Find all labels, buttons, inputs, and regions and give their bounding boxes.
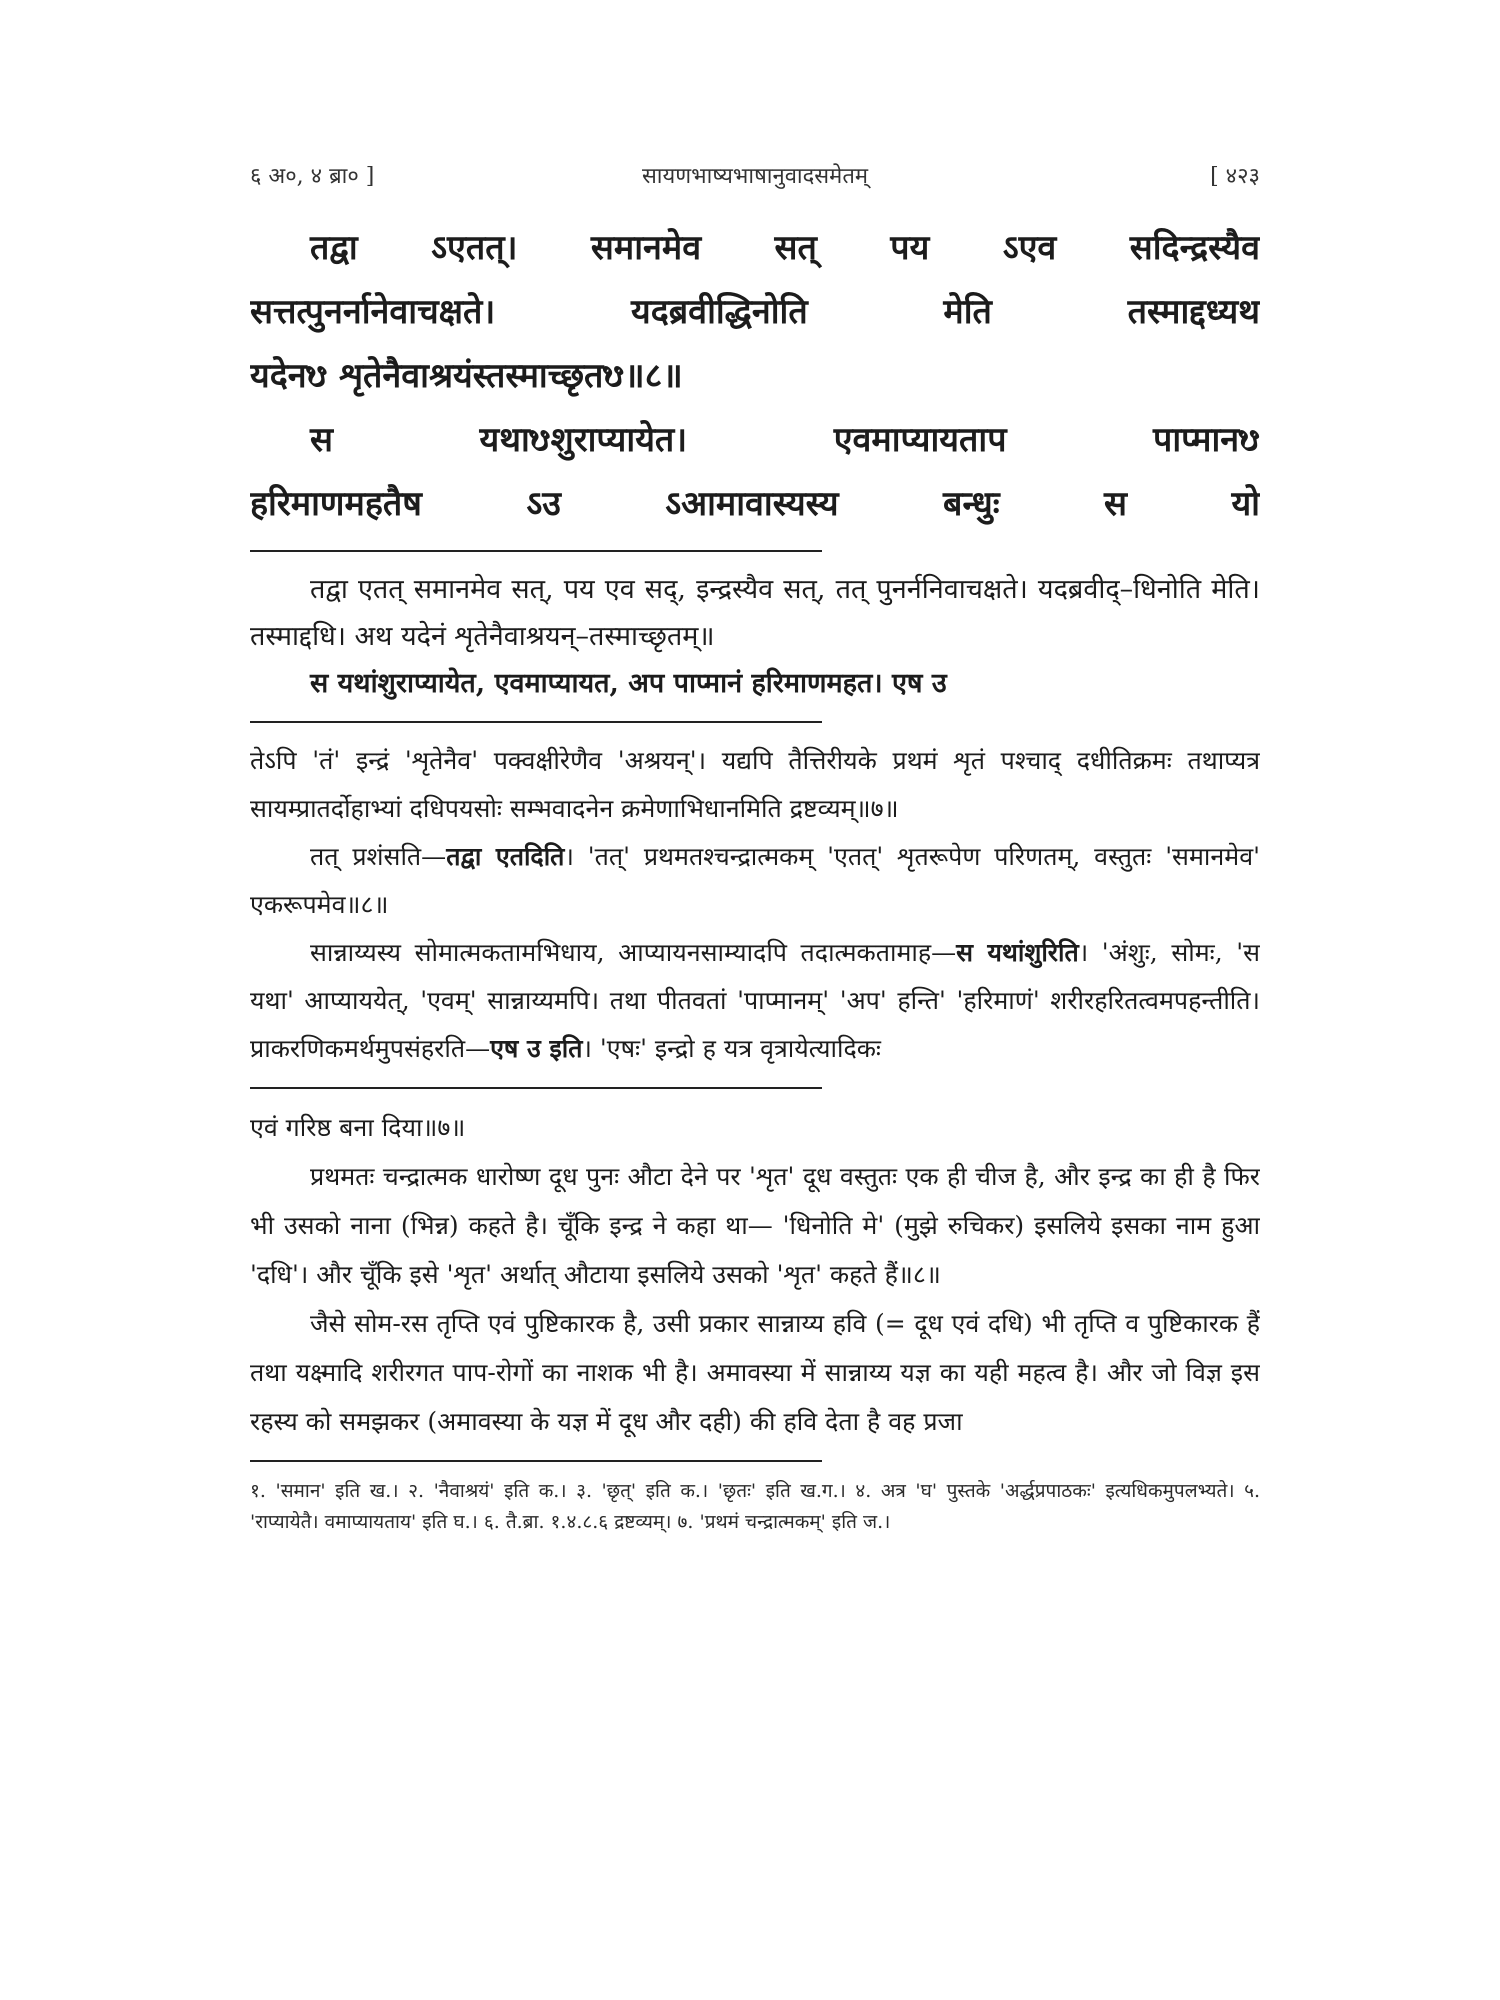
bhashya-text: सान्नाय्यस्य सोमात्मकतामभिधाय, आप्यायनसाम्यादपि तदात्मकतामाह— — [310, 938, 957, 967]
bhashya-text: तत् प्रशंसति— — [310, 842, 447, 871]
bhashya-pratika: स यथांशुरिति — [956, 938, 1079, 967]
padapatha-para-2: स यथांशुराप्यायेत, एवमाप्यायत, अप पाप्मानं हरिमाणमहत। एष उ — [310, 668, 947, 699]
section-divider-3 — [250, 1087, 822, 1089]
bhashya-para-1: तेऽपि 'तं' इन्द्रं 'शृतेनैव' पक्वक्षीरेणैव 'अश्रयन्'। यद्यपि तैत्तिरीयके प्रथमं शृतं पश्चाद् दधीतिक्रमः तथाप्यत्र सायम्प्रातर्दोहाभ्यां दधिपयसोः सम्भवादनेन क्रमेणाभिधानमिति द्रष्टव्यम्॥७॥ — [250, 746, 1260, 823]
section-divider-2 — [250, 721, 822, 723]
bhashya-para-3 — [250, 929, 1260, 1073]
bhashya-text: । 'तत्' प्रथमतश्चन्द्रात्मकम् 'एतत्' शृतरूपेण परिणतम्, वस्तुतः 'समानमेव' एकरूपमेव॥८॥ — [250, 842, 1260, 919]
header-page-number: [ ४२३ — [1210, 164, 1260, 189]
hindi-translation-block — [250, 1103, 1260, 1446]
bhashya-pratika: एष उ इति — [490, 1034, 583, 1063]
footnotes-text: १. 'समान' इति ख.। २. 'नैवाश्रयं' इति क.। ३. 'छृत्' इति क.। 'छृतः' इति ख.ग.। ४. अत्र 'घ' पुस्तके 'अर्द्धप्रपाठकः' इत्यधिकमुपलभ्यते। ५. 'राप्यायेतै। वमाप्यायताय' इति घ.। ६. तै.ब्रा. १.४.८.६ द्रष्टव्यम्। ७. 'प्रथमं चन्द्रात्मकम्' इति ज.। — [250, 1480, 1260, 1533]
bhashya-para-2 — [250, 833, 1260, 929]
padapatha-block — [250, 566, 1260, 707]
bhashya-text: । 'एषः' इन्द्रो ह यत्र वृत्रायेत्यादिकः — [582, 1034, 881, 1063]
hindi-para-3: जैसे सोम-रस तृप्ति एवं पुष्टिकारक है, उसी प्रकार सान्नाय्य हवि (= दूध एवं दधि) भी तृप्ति व पुष्टिकारक हैं तथा यक्ष्मादि शरीरगत पाप-रोगों का नाशक भी है। अमावस्या में सान्नाय्य यज्ञ का यही महत्व है। और जो विज्ञ इस रहस्य को समझकर (अमावस्या के यज्ञ में दूध और दही) की हवि देता है वह प्रजा — [250, 1309, 1260, 1436]
footnote-divider — [250, 1460, 822, 1462]
header-section-ref: ६ अ०, ४ ब्रा० ] — [250, 164, 375, 189]
running-header — [250, 160, 1260, 190]
mantra-line-5: हरिमाणमहतैष ऽउ ऽआमावास्यस्य बन्धुः स यो — [250, 484, 1260, 524]
mantra-line-4: स यथाᳪशुराप्यायेत। एवमाप्यायताप पाप्मानᳪ — [310, 420, 1260, 460]
footnotes-block — [250, 1476, 1260, 1538]
mantra-line-1: तद्वा ऽएतत्। समानमेव सत् पय ऽएव सदिन्द्रस्यैव — [310, 228, 1260, 268]
hindi-para-2: प्रथमतः चन्द्रात्मक धारोष्ण दूध पुनः औटा देने पर 'शृत' दूध वस्तुतः एक ही चीज है, और इन्द्र का ही है फिर भी उसको नाना (भिन्न) कहते है। चूँकि इन्द्र ने कहा था— 'धिनोति मे' (मुझे रुचिकर) इसलिये इसका नाम हुआ 'दधि'। और चूँकि इसे 'शृत' अर्थात् औटाया इसलिये उसको 'शृत' कहते हैं॥८॥ — [250, 1162, 1260, 1289]
hindi-para-1: एवं गरिष्ठ बना दिया॥७॥ — [250, 1113, 466, 1142]
header-book-title: सायणभाष्यभाषानुवादसमेतम् — [641, 164, 869, 189]
section-divider-1 — [250, 550, 822, 552]
padapatha-para-1: तद्वा एतत् समानमेव सत्, पय एव सद्, इन्द्रस्यैव सत्, तत् पुनर्ननिवाचक्षते। यदब्रवीद्–धिनोति मेति। तस्माद्दधि। अथ यदेनं शृतेनैवाश्रयन्–तस्माच्छृतम्॥ — [250, 574, 1260, 652]
bhashya-block — [250, 737, 1260, 1073]
bhashya-text: । 'अंशुः, सोमः, 'स यथा' आप्याययेत्, 'एवम्' सान्नाय्यमपि। तथा पीतवतां 'पाप्मानम्' 'अप' हन्ति' 'हरिमाणं' शरीरहरितत्वमपहन्तीति। प्राकरणिकमर्थमुपसंहरति— — [250, 938, 1260, 1063]
mantra-line-3: यदेनᳪ शृतेनैवाश्रयंस्तस्माच्छृतᳪ॥८॥ — [250, 356, 683, 396]
bhashya-pratika: तद्वा एतदिति — [446, 842, 565, 871]
book-page — [250, 160, 1260, 1960]
mantra-block — [250, 216, 1260, 536]
mantra-line-2: सत्तत्पुनर्नानेवाचक्षते। यदब्रवीद्धिनोति मेति तस्माद्दध्यथ — [250, 292, 1260, 332]
